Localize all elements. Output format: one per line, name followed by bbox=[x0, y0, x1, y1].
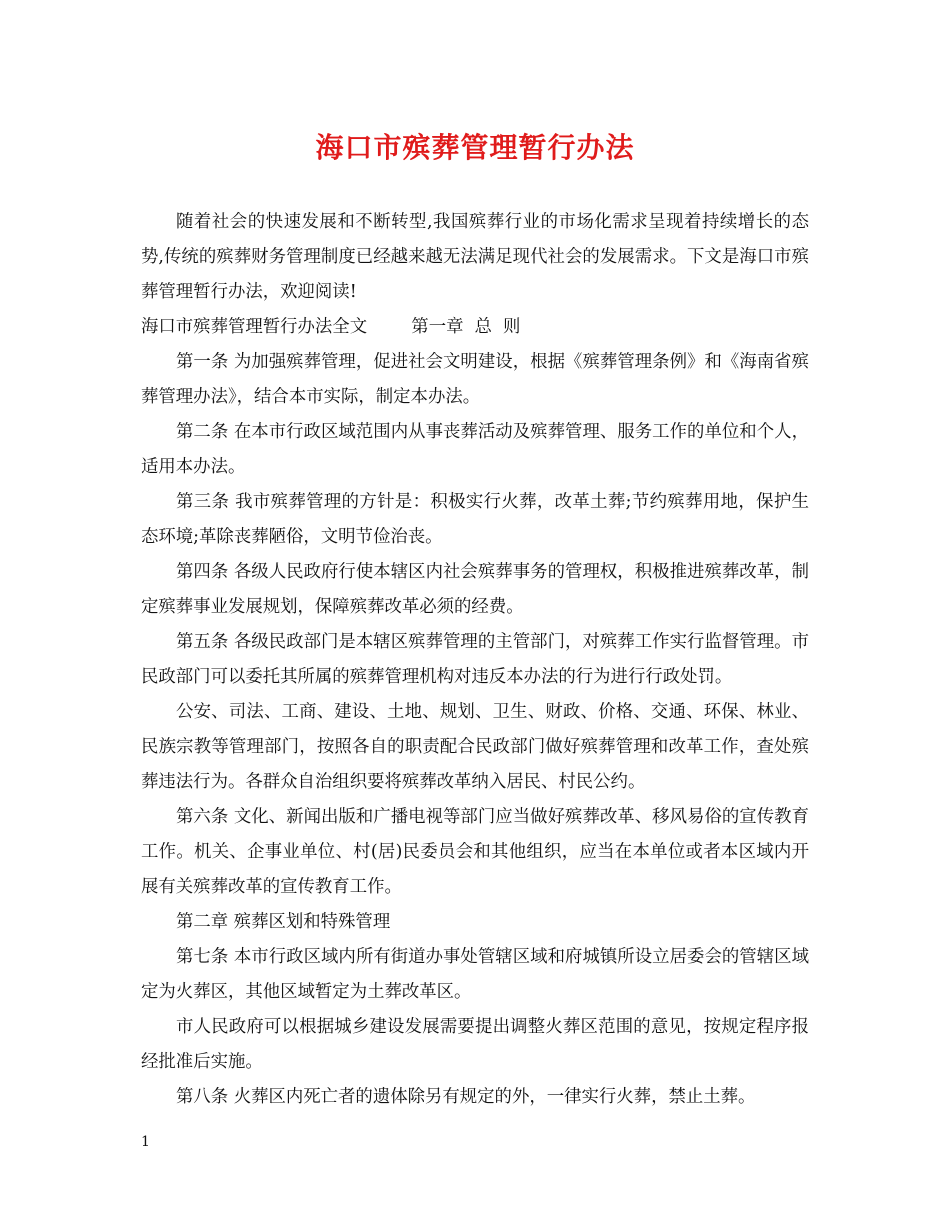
paragraph: 第四条 各级人民政府行使本辖区内社会殡葬事务的管理权，积极推进殡葬改革，制定殡葬事业发展规划，保障殡葬改革必须的经费。 bbox=[141, 562, 809, 617]
paragraph: 公安、司法、工商、建设、土地、规划、卫生、财政、价格、交通、环保、林业、民族宗教等管理部门，按照各自的职责配合民政部门做好殡葬管理和改革工作，查处殡葬违法行为。各群众自治组织要将殡葬改革纳入居民、村民公约。 bbox=[141, 702, 809, 792]
paragraph: 随着社会的快速发展和不断转型,我国殡葬行业的市场化需求呈现着持续增长的态势,传统的殡葬财务管理制度已经越来越无法满足现代社会的发展需求。下文是海口市殡葬管理暂行办法，欢迎阅读! bbox=[141, 212, 809, 302]
paragraph: 第三条 我市殡葬管理的方针是：积极实行火葬，改革土葬;节约殡葬用地，保护生态环境;革除丧葬陋俗，文明节俭治丧。 bbox=[141, 492, 809, 547]
paragraph: 第八条 火葬区内死亡者的遗体除另有规定的外，一律实行火葬，禁止土葬。 bbox=[176, 1087, 756, 1107]
paragraph: 第二条 在本市行政区域范围内从事丧葬活动及殡葬管理、服务工作的单位和个人，适用本办法。 bbox=[141, 422, 809, 477]
page-number: 1 bbox=[141, 1134, 150, 1150]
paragraph: 海口市殡葬管理暂行办法全文 第一章 总 则 bbox=[141, 317, 521, 337]
document-body bbox=[141, 205, 809, 1115]
paragraph: 第二章 殡葬区划和特殊管理 bbox=[176, 912, 391, 932]
paragraph: 第一条 为加强殡葬管理，促进社会文明建设，根据《殡葬管理条例》和《海南省殡葬管理办法》，结合本市实际，制定本办法。 bbox=[141, 352, 809, 407]
paragraph: 第七条 本市行政区域内所有街道办事处管辖区域和府城镇所设立居委会的管辖区域定为火葬区，其他区域暂定为土葬改革区。 bbox=[141, 947, 809, 1002]
document-title: 海口市殡葬管理暂行办法 bbox=[315, 131, 635, 164]
paragraph: 市人民政府可以根据城乡建设发展需要提出调整火葬区范围的意见，按规定程序报经批准后实施。 bbox=[141, 1017, 809, 1072]
paragraph: 第六条 文化、新闻出版和广播电视等部门应当做好殡葬改革、移风易俗的宣传教育工作。机关、企事业单位、村(居)民委员会和其他组织，应当在本单位或者本区域内开展有关殡葬改革的宣传教育工作。 bbox=[141, 807, 809, 897]
paragraph: 第五条 各级民政部门是本辖区殡葬管理的主管部门，对殡葬工作实行监督管理。市民政部门可以委托其所属的殡葬管理机构对违反本办法的行为进行行政处罚。 bbox=[141, 632, 809, 687]
